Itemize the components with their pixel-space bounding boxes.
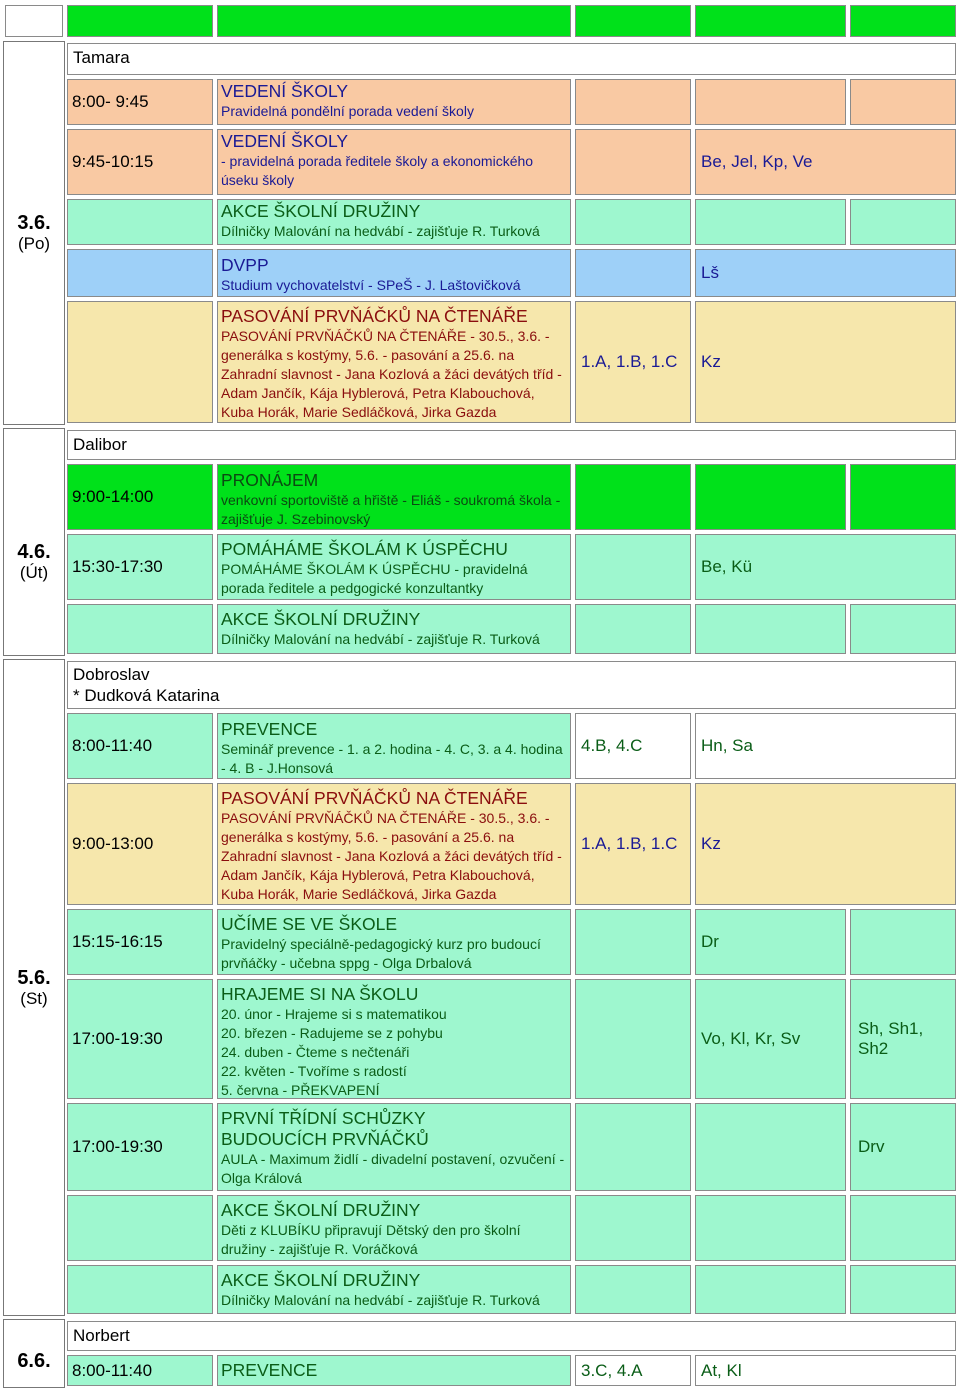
groups-cell bbox=[848, 197, 958, 247]
classes-cell bbox=[573, 197, 693, 247]
teachers-cell bbox=[693, 197, 848, 247]
groups-cell bbox=[848, 602, 958, 656]
teachers-cell: Kz bbox=[693, 781, 958, 907]
event-description: POMÁHÁME ŠKOLÁM K ÚSPĚCHU - pravidelná porada ředitele a pedgogické konzultantky bbox=[221, 561, 528, 596]
event-title: PREVENCE bbox=[221, 1360, 318, 1380]
event-cell bbox=[215, 711, 573, 781]
teachers-cell: Kz bbox=[693, 299, 958, 425]
event-description: venkovní sportoviště a hřiště - Eliáš - soukromá škola - zajišťuje J. Szebinovský bbox=[221, 492, 561, 527]
classes-cell bbox=[573, 127, 693, 197]
classes-cell bbox=[573, 977, 693, 1101]
event-time: 15:15-16:15 bbox=[65, 907, 215, 977]
event-description: Dílničky Malování na hedvábí - zajišťuje R. Turková bbox=[221, 631, 540, 647]
classes-cell: 3.C, 4.A bbox=[573, 1353, 693, 1388]
teachers-cell bbox=[693, 1263, 848, 1316]
event-title: VEDENÍ ŠKOLY bbox=[221, 81, 349, 101]
day-cell bbox=[3, 1319, 65, 1388]
day-name: (Po) bbox=[17, 234, 51, 253]
event-description-line: 20. únor - Hrajeme si s matematikou bbox=[221, 1006, 447, 1022]
event-cell bbox=[215, 532, 573, 602]
day-number: 5.6. bbox=[17, 966, 51, 989]
groups-cell bbox=[848, 77, 958, 127]
event-title: AKCE ŠKOLNÍ DRUŽINY bbox=[221, 201, 421, 221]
day-name: (Út) bbox=[19, 563, 49, 582]
groups-cell bbox=[848, 1263, 958, 1316]
event-cell bbox=[215, 1193, 573, 1263]
event-description: PASOVÁNÍ PRVŇÁČKŮ NA ČTENÁŘE - 30.5., 3.6. - generálka s kostýmy, 5.6. - pasování a 25.6. na Zahradní slavnost - Jana Kozlová a žáci devátých tříd - Adam Jančík, Kája Hyblerová, Petra Klabouchová, Kuba Horák, Marie Sedláčková, Jirka Gazda bbox=[221, 328, 562, 420]
event-title: AKCE ŠKOLNÍ DRUŽINY bbox=[221, 1270, 421, 1290]
teachers-cell: Dr bbox=[693, 907, 848, 977]
day-cell bbox=[3, 428, 65, 656]
event-cell bbox=[215, 1263, 573, 1316]
header-cell bbox=[573, 3, 693, 39]
classes-cell bbox=[573, 462, 693, 532]
event-time: 9:45-10:15 bbox=[65, 127, 215, 197]
event-description: PASOVÁNÍ PRVŇÁČKŮ NA ČTENÁŘE - 30.5., 3.6. - generálka s kostýmy, 5.6. - pasování a 25.6. na Zahradní slavnost - Jana Kozlová a žáci devátých tříd - Adam Jančík, Kája Hyblerová, Petra Klabouchová, Kuba Horák, Marie Sedláčková, Jirka Gazda bbox=[221, 810, 562, 902]
event-description: Pravidelný speciálně-pedagogický kurz pro budoucí prvňáčky - učebna sppg - Olga Drbalová bbox=[221, 936, 541, 971]
event-title: VEDENÍ ŠKOLY bbox=[221, 131, 349, 151]
event-cell bbox=[215, 1101, 573, 1193]
event-time bbox=[65, 602, 215, 656]
event-description: - pravidelná porada ředitele školy a ekonomického úseku školy bbox=[221, 153, 534, 188]
event-time bbox=[65, 1193, 215, 1263]
event-title: AKCE ŠKOLNÍ DRUŽINY bbox=[221, 609, 421, 629]
event-description-line: 20. březen - Radujeme se z pohybu bbox=[221, 1025, 443, 1041]
event-time: 17:00-19:30 bbox=[65, 1101, 215, 1193]
event-time bbox=[65, 1263, 215, 1316]
event-description-line: 5. června - PŘEKVAPENÍ bbox=[221, 1082, 380, 1098]
event-cell bbox=[215, 977, 573, 1101]
day-name: (St) bbox=[20, 988, 48, 1008]
day-cell bbox=[3, 659, 65, 1316]
event-cell bbox=[215, 197, 573, 247]
header-cell bbox=[693, 3, 848, 39]
classes-cell bbox=[573, 1193, 693, 1263]
event-time: 8:00-11:40 bbox=[65, 1353, 215, 1388]
event-cell bbox=[215, 907, 573, 977]
header-cell bbox=[65, 3, 215, 39]
header-cell bbox=[848, 3, 958, 39]
name-day-row bbox=[65, 41, 958, 77]
event-title: POMÁHÁME ŠKOLÁM K ÚSPĚCHU bbox=[221, 539, 508, 559]
name-day-row bbox=[65, 659, 958, 711]
teachers-cell bbox=[693, 602, 848, 656]
groups-cell: Drv bbox=[848, 1101, 958, 1193]
event-cell bbox=[215, 1353, 573, 1388]
birthday-name: * Dudková Katarina bbox=[73, 686, 220, 705]
header-cell bbox=[215, 3, 573, 39]
teachers-cell bbox=[693, 462, 848, 532]
teachers-cell bbox=[693, 77, 848, 127]
event-description: Dílničky Malování na hedvábí - zajišťuje R. Turková bbox=[221, 223, 540, 239]
event-cell bbox=[215, 127, 573, 197]
event-description: Pravidelná pondělní porada vedení školy bbox=[221, 103, 474, 119]
classes-cell bbox=[573, 907, 693, 977]
event-title: DVPP bbox=[221, 255, 269, 275]
name-day-row bbox=[65, 428, 958, 462]
event-cell bbox=[215, 77, 573, 127]
event-description: Děti z KLUBÍKU připravují Dětský den pro školní družiny - zajišťuje R. Voráčková bbox=[221, 1222, 521, 1257]
event-time: 8:00-11:40 bbox=[65, 711, 215, 781]
day-number: 3.6. bbox=[17, 212, 51, 234]
event-cell bbox=[215, 462, 573, 532]
event-title: AKCE ŠKOLNÍ DRUŽINY bbox=[221, 1200, 421, 1220]
day-cell bbox=[3, 41, 65, 425]
classes-cell bbox=[573, 1101, 693, 1193]
classes-cell: 1.A, 1.B, 1.C bbox=[573, 781, 693, 907]
teachers-cell: Lš bbox=[693, 247, 958, 299]
celebrant-name: Tamara bbox=[73, 48, 130, 67]
teachers-cell: At, Kl bbox=[693, 1353, 958, 1388]
event-time bbox=[65, 247, 215, 299]
celebrant-name: Norbert bbox=[73, 1326, 130, 1345]
event-cell bbox=[215, 299, 573, 425]
classes-cell bbox=[573, 77, 693, 127]
name-day-row bbox=[65, 1319, 958, 1353]
teachers-cell bbox=[693, 1193, 848, 1263]
event-time bbox=[65, 197, 215, 247]
event-title: UČÍME SE VE ŠKOLE bbox=[221, 914, 398, 934]
event-cell bbox=[215, 781, 573, 907]
groups-cell bbox=[848, 1193, 958, 1263]
event-title: PRONÁJEM bbox=[221, 470, 319, 490]
teachers-cell: Be, Kü bbox=[693, 532, 958, 602]
event-description: Dílničky Malování na hedvábí - zajišťuje R. Turková bbox=[221, 1292, 540, 1308]
classes-cell bbox=[573, 247, 693, 299]
event-description: Studium vychovatelství - SPeŠ - J. Laštovičková bbox=[221, 277, 521, 293]
event-title: HRAJEME SI NA ŠKOLU bbox=[221, 984, 419, 1004]
day-number: 4.6. bbox=[17, 541, 51, 563]
groups-cell bbox=[848, 907, 958, 977]
event-title: PRVNÍ TŘÍDNÍ SCHŮZKY BUDOUCÍCH PRVŇÁČKŮ bbox=[221, 1108, 429, 1149]
teachers-cell: Vo, Kl, Kr, Sv bbox=[693, 977, 848, 1101]
teachers-cell bbox=[693, 1101, 848, 1193]
event-time bbox=[65, 299, 215, 425]
classes-cell bbox=[573, 602, 693, 656]
day-number: 6.6. bbox=[17, 1350, 51, 1372]
event-time: 17:00-19:30 bbox=[65, 977, 215, 1101]
classes-cell: 1.A, 1.B, 1.C bbox=[573, 299, 693, 425]
celebrant-name: Dalibor bbox=[73, 435, 127, 454]
groups-cell bbox=[848, 462, 958, 532]
event-time: 15:30-17:30 bbox=[65, 532, 215, 602]
celebrant-name: Dobroslav bbox=[73, 665, 150, 684]
header-corner bbox=[3, 3, 65, 39]
event-title: PASOVÁNÍ PRVŇÁČKŮ NA ČTENÁŘE bbox=[221, 788, 528, 808]
teachers-cell: Hn, Sa bbox=[693, 711, 958, 781]
event-cell bbox=[215, 247, 573, 299]
event-time: 9:00-13:00 bbox=[65, 781, 215, 907]
event-title: PASOVÁNÍ PRVŇÁČKŮ NA ČTENÁŘE bbox=[221, 306, 528, 326]
event-time: 8:00- 9:45 bbox=[65, 77, 215, 127]
classes-cell bbox=[573, 532, 693, 602]
event-time: 9:00-14:00 bbox=[65, 462, 215, 532]
event-cell bbox=[215, 602, 573, 656]
event-title: PREVENCE bbox=[221, 719, 318, 739]
teachers-cell: Be, Jel, Kp, Ve bbox=[693, 127, 958, 197]
event-description-line: 24. duben - Čteme s nečtenáři bbox=[221, 1044, 410, 1060]
event-description: Seminář prevence - 1. a 2. hodina - 4. C, 3. a 4. hodina - 4. B - J.Honsová bbox=[221, 741, 563, 776]
event-description-line: 22. květen - Tvoříme s radostí bbox=[221, 1063, 407, 1079]
event-description: AULA - Maximum židlí - divadelní postavení, ozvučení - Olga Králová bbox=[221, 1151, 565, 1186]
classes-cell: 4.B, 4.C bbox=[573, 711, 693, 781]
groups-cell: Sh, Sh1, Sh2 bbox=[848, 977, 958, 1101]
classes-cell bbox=[573, 1263, 693, 1316]
